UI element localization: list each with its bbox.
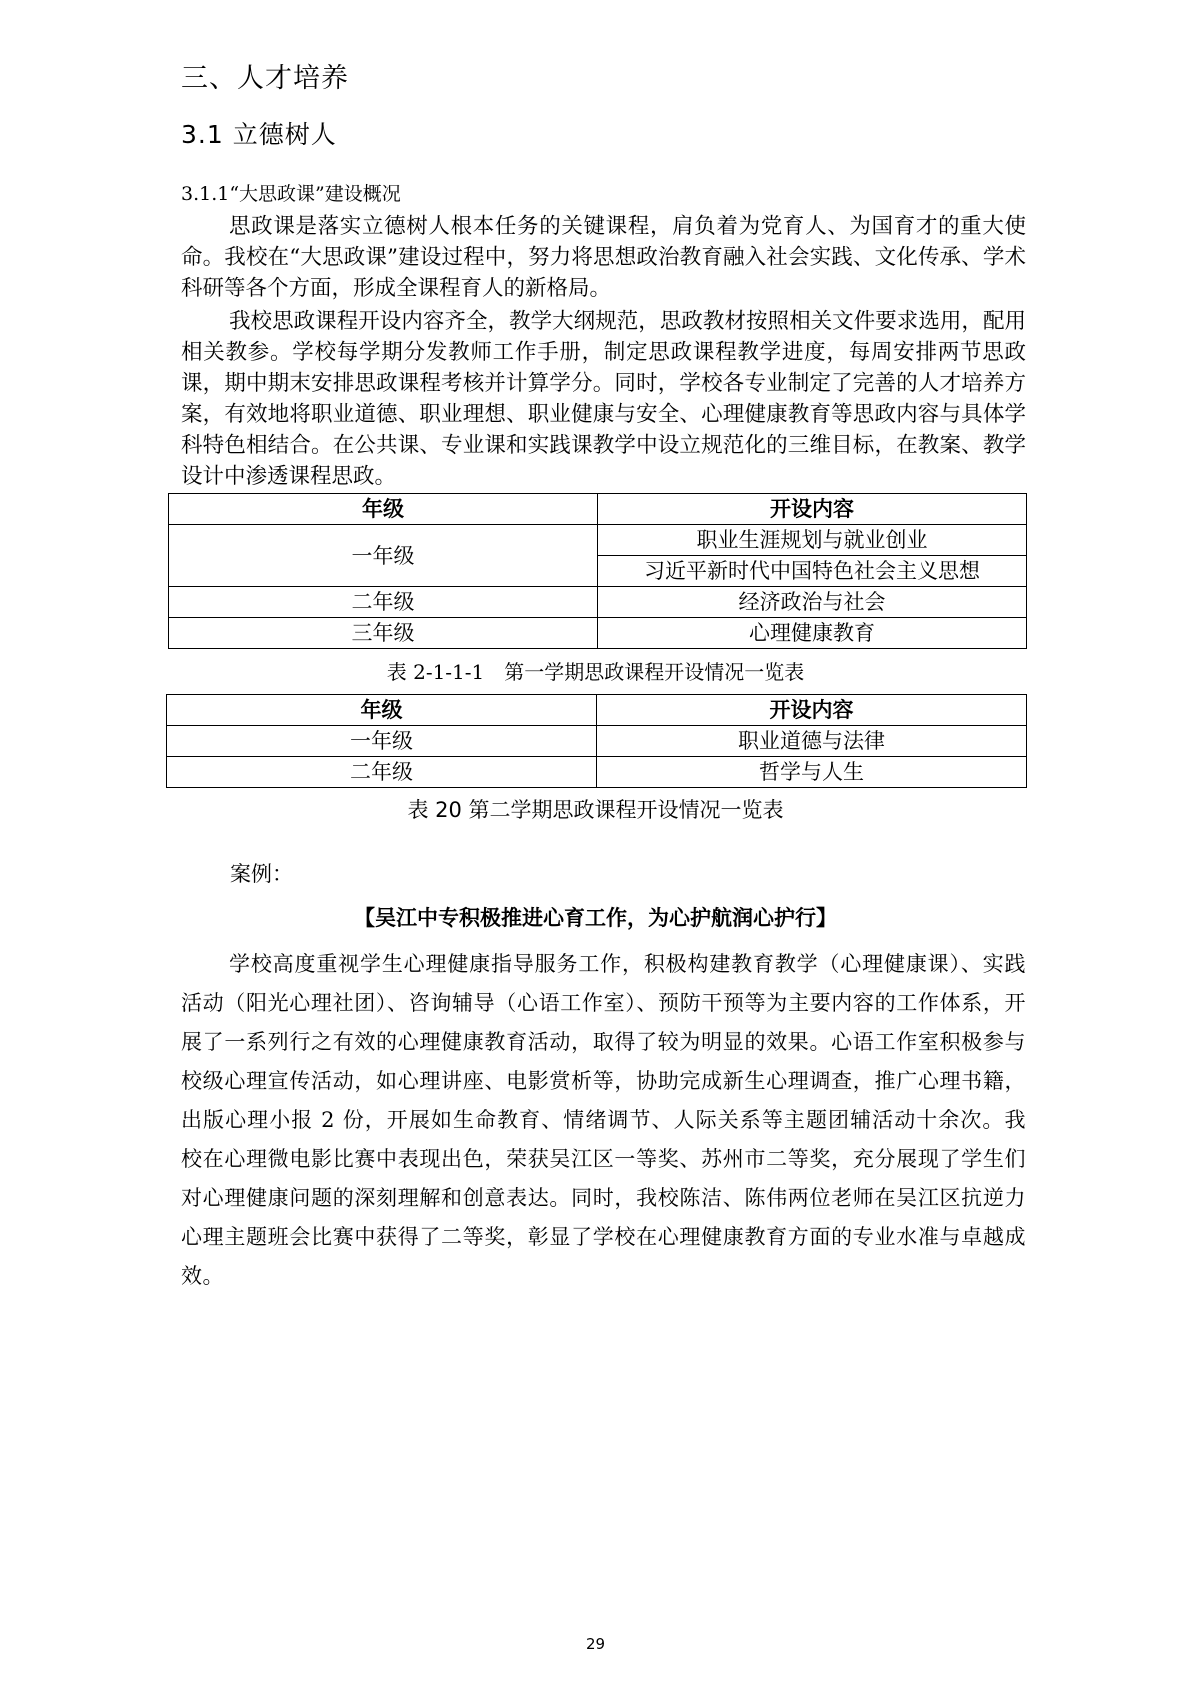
grade-cell: 二年级 (167, 757, 597, 788)
table2-caption: 表 20 第二学期思政课程开设情况一览表 (407, 798, 784, 822)
table-row (169, 525, 1027, 556)
table-row (167, 726, 1027, 757)
table-header-row (169, 494, 1027, 525)
content-cell: 心理健康教育 (598, 618, 1027, 649)
content-cell: 哲学与人生 (597, 757, 1027, 788)
grade-cell: 一年级 (169, 525, 598, 587)
second-semester-table (166, 694, 1027, 788)
header-content: 开设内容 (598, 494, 1027, 525)
header-grade: 年级 (169, 494, 598, 525)
header-content: 开设内容 (597, 695, 1027, 726)
case-title: 【吴江中专积极推进心育工作，为心护航润心护行】 (354, 906, 837, 930)
first-semester-table (168, 493, 1027, 649)
curriculum-paragraph: 我校思政课程开设内容齐全，教学大纲规范，思政教材按照相关文件要求选用，配用相关教参。学校每学期分发教师工作手册，制定思政课程教学进度，每周安排两节思政课，期中期末安排思政课程考核并计算学分。同时，学校各专业制定了完善的人才培养方案，有效地将职业道德、职业理想、职业健康与安全、心理健康教育等思政内容与具体学科特色相结合。在公共课、专业课和实践课教学中设立规范化的三维目标，在教案、教学设计中渗透课程思政。 (181, 309, 1026, 489)
table-row (167, 757, 1027, 788)
content-cell: 习近平新时代中国特色社会主义思想 (598, 556, 1027, 587)
header-grade: 年级 (167, 695, 597, 726)
page-number: 29 (585, 1635, 606, 1653)
section-heading: 三、人才培养 (181, 63, 349, 94)
case-label: 案例： (230, 862, 293, 886)
content-cell: 经济政治与社会 (598, 587, 1027, 618)
content-cell: 职业道德与法律 (597, 726, 1027, 757)
intro-paragraph: 思政课是落实立德树人根本任务的关键课程，肩负着为党育人、为国育才的重大使命。我校在“大思政课”建设过程中，努力将思想政治教育融入社会实践、文化传承、学术科研等各个方面，形成全课程育人的新格局。 (181, 214, 1026, 301)
case-paragraph: 学校高度重视学生心理健康指导服务工作，积极构建教育教学（心理健康课）、实践活动（阳光心理社团）、咨询辅导（心语工作室）、预防干预等为主要内容的工作体系，开展了一系列行之有效的心理健康教育活动，取得了较为明显的效果。心语工作室积极参与校级心理宣传活动，如心理讲座、电影赏析等，协助完成新生心理调查，推广心理书籍，出版心理小报 2 份，开展如生命教育、情绪调节、人际关系等主题团辅活动十余次。我校在心理微电影比赛中表现出色，荣获吴江区一等奖、苏州市二等奖，充分展现了学生们对心理健康问题的深刻理解和创意表达。同时，我校陈洁、陈伟两位老师在吴江区抗逆力心理主题班会比赛中获得了二等奖，彰显了学校在心理健康教育方面的专业水准与卓越成效。 (181, 952, 1026, 1288)
grade-cell: 三年级 (169, 618, 598, 649)
table-header-row (167, 695, 1027, 726)
grade-cell: 二年级 (169, 587, 598, 618)
grade-cell: 一年级 (167, 726, 597, 757)
table-row (169, 618, 1027, 649)
content-cell: 职业生涯规划与就业创业 (598, 525, 1027, 556)
sub-subsection-heading: 3.1.1“大思政课”建设概况 (181, 183, 401, 205)
table-row (169, 587, 1027, 618)
subsection-heading: 3.1 立德树人 (181, 120, 337, 149)
table1-caption: 表 2-1-1-1 第一学期思政课程开设情况一览表 (386, 660, 805, 684)
